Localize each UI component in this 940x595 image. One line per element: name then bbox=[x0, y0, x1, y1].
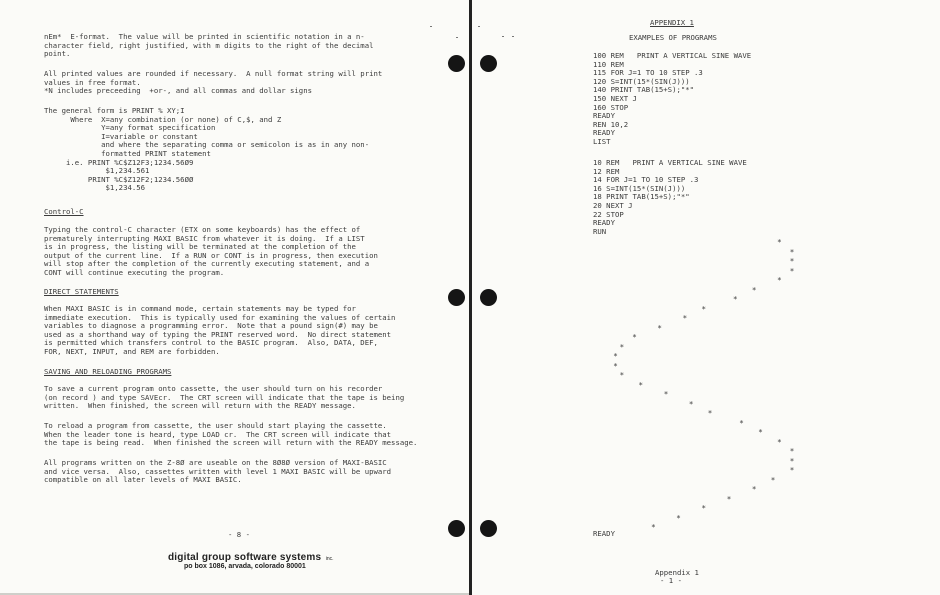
sine-star: * bbox=[751, 285, 757, 295]
page-number: - 8 - bbox=[228, 530, 250, 539]
footer-address: po box 1086, arvada, colorado 80001 bbox=[184, 563, 306, 570]
sine-star: * bbox=[619, 371, 625, 380]
right-page bbox=[472, 0, 940, 595]
sine-star: * bbox=[707, 409, 713, 418]
sine-star: * bbox=[632, 333, 637, 342]
sine-star: * bbox=[789, 456, 795, 466]
sine-star: * bbox=[638, 380, 644, 390]
appendix-footer-title: Appendix 1 bbox=[655, 568, 699, 577]
direct-statements-paragraph: When MAXI BASIC is in command mode, certain statements may be typed for immediate execution. This is typically used for examining the values of certain variables to diagnose a programming error. Note that a pound sign(#) may be used as a shorthand way of typing the PRINT reserved word. No direct statement is permitted which transfers control to the BASIC program. Also, DATA, DEF, FOR, NEXT, INPUT, and REM are forbidden. bbox=[44, 304, 396, 356]
examples-title: EXAMPLES OF PROGRAMS bbox=[629, 33, 717, 42]
sine-star: * bbox=[688, 399, 694, 409]
sine-star: * bbox=[613, 361, 618, 371]
sine-star: * bbox=[789, 247, 795, 257]
sine-star: * bbox=[777, 238, 782, 247]
sine-star: * bbox=[701, 304, 707, 314]
sine-star: * bbox=[701, 504, 707, 513]
sine-star: * bbox=[676, 513, 681, 523]
sine-star: * bbox=[777, 276, 782, 285]
footer-brand: digital group software systems bbox=[168, 552, 322, 563]
paper-speck bbox=[478, 26, 480, 27]
paper-speck bbox=[512, 36, 514, 37]
sine-star: * bbox=[619, 342, 625, 352]
compatibility-paragraph: All programs written on the Z-8Ø are useable on the 8Ø8Ø version of MAXI-BASIC and vice versa. Also, cassettes written with level 1 MAXI BASIC will be upward compatible on all later levels of MAXI BASIC. bbox=[44, 458, 392, 485]
sine-star: * bbox=[789, 266, 795, 276]
sine-star: * bbox=[726, 494, 732, 504]
sine-star: * bbox=[770, 475, 776, 485]
sine-star: * bbox=[651, 523, 656, 532]
direct-statements-heading: DIRECT STATEMENTS bbox=[44, 287, 119, 296]
sine-star: * bbox=[657, 323, 662, 333]
footer-inc: inc. bbox=[325, 556, 334, 562]
sine-star: * bbox=[751, 485, 757, 494]
rounding-paragraph: All printed values are rounded if necessary. A null format string will print values in free format. *N includes preceeding +or-, and all commas and dollar signs bbox=[44, 69, 383, 96]
control-c-heading: Control-C bbox=[44, 207, 84, 216]
sine-star: * bbox=[789, 466, 795, 475]
e-format-paragraph: nEm* E-format. The value will be printed in scientific notation in a n- character field, right justified, with m digits to the right of the decimal point. bbox=[44, 32, 374, 59]
sine-star: * bbox=[789, 257, 795, 266]
sine-star: * bbox=[682, 314, 688, 323]
sine-star: * bbox=[663, 390, 669, 399]
binder-hole-right-top bbox=[480, 55, 497, 72]
program-listing-1: 100 REM PRINT A VERTICAL SINE WAVE 110 REM 115 FOR J=1 TO 10 STEP .3 120 S=INT(15*(SIN(J))) 140 PRINT TAB(15+S);"*" 150 NEXT J 160 STOP READY REN 10,2 READY LIST bbox=[593, 51, 752, 146]
appendix-title: APPENDIX 1 bbox=[650, 18, 694, 27]
program-listing-2: 10 REM PRINT A VERTICAL SINE WAVE 12 REM 14 FOR J=1 TO 10 STEP .3 16 S=INT(15*(SIN(J))) 18 PRINT TAB(15+S);"*" 20 NEXT J 22 STOP READY RUN bbox=[593, 158, 747, 236]
sine-star: * bbox=[777, 437, 782, 447]
sine-star: * bbox=[758, 428, 763, 437]
appendix-footer-page: - 1 - bbox=[660, 576, 682, 585]
binder-hole-right-bottom bbox=[480, 520, 497, 537]
sine-star: * bbox=[789, 447, 795, 456]
final-ready: READY bbox=[593, 529, 615, 538]
sine-star: * bbox=[733, 295, 738, 304]
control-c-paragraph: Typing the control-C character (ETX on some keyboards) has the effect of prematurely interrupting MAXI BASIC from whatever it is doing. If a LIST is in progress, the listing will be terminated at the completion of the output of the current line. If a RUN or CONT is in progress, then execution will stop after the completion of the currently executing statement, and a CONT will continue executing the program. bbox=[44, 225, 378, 277]
saving-heading: SAVING AND RELOADING PROGRAMS bbox=[44, 367, 172, 376]
paper-speck bbox=[430, 26, 432, 27]
sine-star: * bbox=[613, 352, 618, 361]
binder-hole-left-top bbox=[448, 55, 465, 72]
binder-hole-left-bottom bbox=[448, 520, 465, 537]
binder-hole-left-middle bbox=[448, 289, 465, 306]
sine-star: * bbox=[739, 418, 744, 428]
paper-speck bbox=[456, 37, 458, 38]
general-form-block: The general form is PRINT % XY;I Where X=any combination (or none) of C,$, and Z Y=any format specification I=variable or constant and where the separating comma or semicolon is as in any non- formatted PRINT statement i.e. PRINT %C$Z12F3;1234.56Ø9 $1,234.561 PRINT %C$Z12F2;1234.56ØØ $1,234.56 bbox=[44, 106, 370, 193]
saving-paragraph: To save a current program onto cassette, the user should turn on his recorder (on record ) and type SAVEcr. The CRT screen will indicate that the tape is being written. When finished, the screen will return with the READY message. bbox=[44, 384, 405, 411]
reload-paragraph: To reload a program from cassette, the user should start playing the cassette. When the leader tone is heard, type LOAD cr. The CRT screen will indicate that the tape is being read. When finished the screen will return with the READY message. bbox=[44, 421, 418, 448]
paper-speck bbox=[502, 36, 504, 37]
binder-hole-right-middle bbox=[480, 289, 497, 306]
